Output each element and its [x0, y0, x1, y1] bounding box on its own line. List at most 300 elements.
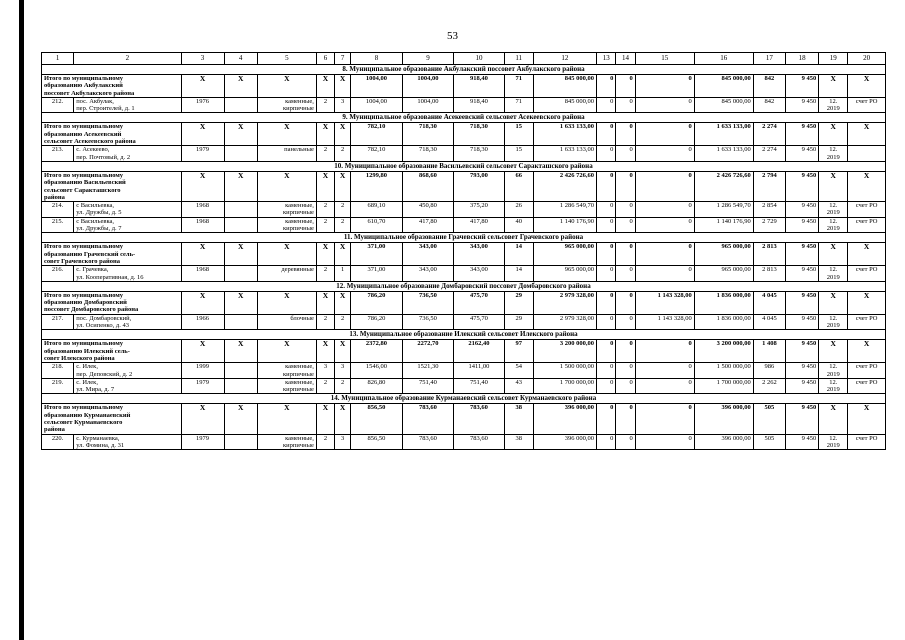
row-c12: 965 000,00 [533, 266, 596, 282]
deadline [819, 97, 848, 113]
row-c13: 0 [597, 202, 616, 218]
total-c12: 845 000,00 [533, 75, 596, 98]
house-address [74, 434, 181, 450]
wall-material-line: кирпичные [283, 386, 314, 394]
total-label [42, 404, 182, 434]
section-total-row [42, 291, 886, 314]
total-c12: 396 000,00 [533, 404, 596, 434]
row-c12: 1 700 000,00 [533, 378, 596, 394]
c4-value [224, 202, 257, 218]
row-c9: 751,40 [402, 378, 454, 394]
c4-value [224, 266, 257, 282]
house-address-line: с. Грачевка, [76, 266, 109, 274]
row-c11: 38 [504, 434, 533, 450]
commission-year: 1999 [181, 363, 224, 379]
total-c16: 2 426 726,60 [694, 171, 753, 201]
total-label-line: Итого по муниципальному [44, 291, 124, 299]
total-c7: X [335, 75, 351, 98]
row-c15: 0 [635, 266, 694, 282]
row-c9: 736,50 [402, 314, 454, 330]
house-row [42, 97, 886, 113]
house-address [74, 146, 181, 162]
total-label-line: Итого по муниципальному [44, 404, 124, 412]
row-c15: 0 [635, 363, 694, 379]
total-label-line: образованию Илекский сель- [44, 347, 130, 355]
section-title: 9. Муниципальное образование Асекеевский сельсовет Асекеевского района [42, 113, 886, 123]
total-c7: X [335, 171, 351, 201]
deadline [819, 217, 848, 233]
row-c12: 845 000,00 [533, 97, 596, 113]
row-number: 219. [42, 378, 74, 394]
wall-material [257, 97, 316, 113]
row-c12: 396 000,00 [533, 434, 596, 450]
house-row [42, 217, 886, 233]
funding-method: счет РО [848, 202, 886, 218]
row-c11: 26 [504, 202, 533, 218]
total-c13: 0 [597, 340, 616, 363]
total-c11: 97 [504, 340, 533, 363]
row-c13: 0 [597, 146, 616, 162]
total-label-line: района [44, 193, 65, 201]
row-c10: 783,60 [454, 434, 504, 450]
wall-material-line: деревянные [281, 266, 314, 274]
total-c3: X [181, 243, 224, 266]
house-address [74, 202, 181, 218]
total-c7: X [335, 404, 351, 434]
row-c17: 2 854 [753, 202, 785, 218]
total-c4: X [224, 75, 257, 98]
total-c7: X [335, 243, 351, 266]
total-c9: 343,00 [402, 243, 454, 266]
wall-material-line: кирпичные [283, 209, 314, 217]
row-c18: 9 450 [785, 266, 818, 282]
commission-year: 1968 [181, 266, 224, 282]
row-c9: 450,80 [402, 202, 454, 218]
total-c18: 9 450 [785, 340, 818, 363]
wall-material-line: кирпичные [283, 225, 314, 233]
floors-count: 2 [316, 266, 334, 282]
total-c14: 0 [616, 340, 635, 363]
row-c10: 751,40 [454, 378, 504, 394]
total-c15: 0 [635, 243, 694, 266]
total-c20: X [848, 243, 886, 266]
row-c10: 475,70 [454, 314, 504, 330]
deadline-line: 2019 [826, 322, 840, 330]
row-c14: 0 [616, 266, 635, 282]
total-label-line: сельсовет Асекеевского района [44, 138, 136, 146]
row-c16: 1 836 000,00 [694, 314, 753, 330]
c4-value [224, 146, 257, 162]
table-body [42, 53, 886, 450]
c4-value [224, 378, 257, 394]
row-number: 214. [42, 202, 74, 218]
row-c15: 0 [635, 146, 694, 162]
total-c6: X [316, 243, 334, 266]
row-c10: 918,40 [454, 97, 504, 113]
total-label-line: района [44, 426, 65, 434]
row-c15: 0 [635, 434, 694, 450]
row-c11: 54 [504, 363, 533, 379]
row-number: 215. [42, 217, 74, 233]
row-c9: 1004,00 [402, 97, 454, 113]
section-heading-row [42, 161, 886, 171]
row-c14: 0 [616, 146, 635, 162]
column-number: 6 [316, 53, 334, 65]
house-address-line: с Васильевка, [76, 217, 115, 225]
total-c9: 868,60 [402, 171, 454, 201]
house-address-line: с. Илек, [76, 378, 98, 386]
commission-year: 1968 [181, 217, 224, 233]
total-c3: X [181, 123, 224, 146]
floors-count: 2 [316, 314, 334, 330]
floors-count: 2 [316, 202, 334, 218]
row-c14: 0 [616, 97, 635, 113]
total-c10: 475,70 [454, 291, 504, 314]
house-address-line: ул. Мира, д. 7 [76, 386, 115, 394]
total-label-line: Итого по муниципальному [44, 171, 124, 179]
row-c12: 2 979 328,00 [533, 314, 596, 330]
column-number: 8 [351, 53, 403, 65]
total-c14: 0 [616, 291, 635, 314]
total-c5: X [257, 340, 316, 363]
section-total-row [42, 340, 886, 363]
house-address-line: с Васильевка, [76, 202, 115, 210]
page-number: 53 [447, 30, 458, 42]
total-c14: 0 [616, 75, 635, 98]
entrances-count: 2 [335, 314, 351, 330]
column-number: 4 [224, 53, 257, 65]
total-c15: 0 [635, 404, 694, 434]
wall-material-line: каменные, [285, 217, 314, 225]
total-c12: 2 426 726,60 [533, 171, 596, 201]
row-c17: 2 274 [753, 146, 785, 162]
total-c19: X [819, 340, 848, 363]
total-c4: X [224, 340, 257, 363]
deadline [819, 146, 848, 162]
total-label-line: совет Илекского района [44, 354, 115, 362]
section-total-row [42, 171, 886, 201]
row-c8: 1546,00 [351, 363, 403, 379]
total-label-line: Итого по муниципальному [44, 340, 124, 348]
total-c14: 0 [616, 243, 635, 266]
entrances-count: 2 [335, 217, 351, 233]
total-c20: X [848, 404, 886, 434]
house-address-line: пос. Домбаровский, [76, 314, 132, 322]
total-c4: X [224, 243, 257, 266]
row-c16: 845 000,00 [694, 97, 753, 113]
total-c15: 0 [635, 123, 694, 146]
deadline-line: 12. [829, 434, 838, 442]
column-number: 18 [785, 53, 818, 65]
floors-count: 2 [316, 434, 334, 450]
total-label [42, 75, 182, 98]
total-c15: 1 143 328,00 [635, 291, 694, 314]
row-c8: 689,10 [351, 202, 403, 218]
section-heading-row [42, 394, 886, 404]
total-c15: 0 [635, 340, 694, 363]
total-c20: X [848, 171, 886, 201]
row-c11: 40 [504, 217, 533, 233]
total-c5: X [257, 291, 316, 314]
total-c3: X [181, 291, 224, 314]
wall-material-line: панельные [284, 146, 314, 154]
row-c17: 505 [753, 434, 785, 450]
deadline-line: 12. [829, 146, 838, 154]
total-c9: 2272,70 [402, 340, 454, 363]
row-c11: 71 [504, 97, 533, 113]
total-c3: X [181, 171, 224, 201]
row-c11: 15 [504, 146, 533, 162]
total-c16: 396 000,00 [694, 404, 753, 434]
total-label-line: образованию Васильевский [44, 179, 126, 187]
total-c18: 9 450 [785, 243, 818, 266]
total-c18: 9 450 [785, 404, 818, 434]
c4-value [224, 363, 257, 379]
wall-material [257, 146, 316, 162]
commission-year: 1979 [181, 378, 224, 394]
total-c16: 3 200 000,00 [694, 340, 753, 363]
row-c16: 1 500 000,00 [694, 363, 753, 379]
total-c16: 845 000,00 [694, 75, 753, 98]
floors-count: 2 [316, 378, 334, 394]
row-c8: 856,50 [351, 434, 403, 450]
section-total-row [42, 123, 886, 146]
total-c3: X [181, 75, 224, 98]
row-c18: 9 450 [785, 314, 818, 330]
total-c11: 14 [504, 243, 533, 266]
total-c6: X [316, 404, 334, 434]
house-address [74, 97, 181, 113]
house-address-line: с. Илек, [76, 363, 98, 371]
row-c14: 0 [616, 314, 635, 330]
total-c8: 856,50 [351, 404, 403, 434]
total-label-line: Итого по муниципальному [44, 75, 124, 82]
row-c17: 2 729 [753, 217, 785, 233]
total-c19: X [819, 243, 848, 266]
section-heading-row [42, 113, 886, 123]
house-row [42, 378, 886, 394]
row-c13: 0 [597, 363, 616, 379]
entrances-count: 2 [335, 378, 351, 394]
row-c13: 0 [597, 217, 616, 233]
total-c10: 343,00 [454, 243, 504, 266]
house-address [74, 266, 181, 282]
wall-material [257, 266, 316, 282]
total-c12: 1 633 133,00 [533, 123, 596, 146]
row-c9: 343,00 [402, 266, 454, 282]
deadline-line: 12. [829, 202, 838, 210]
column-number: 9 [402, 53, 454, 65]
section-heading-row [42, 65, 886, 75]
house-address-line: ул. Фомина, д. 31 [76, 441, 125, 449]
section-heading-row [42, 330, 886, 340]
total-c7: X [335, 123, 351, 146]
row-c16: 1 286 549,70 [694, 202, 753, 218]
column-number: 14 [616, 53, 635, 65]
total-c12: 3 200 000,00 [533, 340, 596, 363]
total-c7: X [335, 340, 351, 363]
house-row [42, 202, 886, 218]
row-c17: 4 045 [753, 314, 785, 330]
row-c18: 9 450 [785, 202, 818, 218]
total-c15: 0 [635, 171, 694, 201]
row-c14: 0 [616, 378, 635, 394]
house-address-line: ул. Дружбы, д. 7 [76, 225, 122, 233]
funding-method [848, 146, 886, 162]
total-label [42, 243, 182, 266]
total-c18: 9 450 [785, 171, 818, 201]
total-c4: X [224, 123, 257, 146]
column-number: 2 [74, 53, 181, 65]
funding-method: счет РО [848, 97, 886, 113]
commission-year: 1976 [181, 97, 224, 113]
total-c20: X [848, 291, 886, 314]
section-total-row [42, 75, 886, 98]
row-c9: 718,30 [402, 146, 454, 162]
total-label-line: образованию Грачевский сель- [44, 250, 136, 258]
row-c13: 0 [597, 378, 616, 394]
funding-method: счет РО [848, 217, 886, 233]
total-c19: X [819, 404, 848, 434]
registry-table [41, 52, 886, 450]
row-c9: 417,80 [402, 217, 454, 233]
row-c8: 786,20 [351, 314, 403, 330]
total-label [42, 171, 182, 201]
house-address [74, 314, 181, 330]
row-number: 212. [42, 97, 74, 113]
total-c6: X [316, 171, 334, 201]
total-c5: X [257, 123, 316, 146]
total-c18: 9 450 [785, 75, 818, 98]
section-total-row [42, 243, 886, 266]
total-c17: 2 813 [753, 243, 785, 266]
total-c9: 783,60 [402, 404, 454, 434]
total-c11: 38 [504, 404, 533, 434]
column-number: 5 [257, 53, 316, 65]
row-c11: 29 [504, 314, 533, 330]
house-row [42, 146, 886, 162]
deadline-line: 2019 [826, 386, 840, 394]
wall-material-line: каменные, [285, 378, 314, 386]
house-address-line: пер. Почтовый, д. 2 [76, 153, 131, 161]
total-c20: X [848, 123, 886, 146]
total-c9: 736,50 [402, 291, 454, 314]
c4-value [224, 314, 257, 330]
deadline-line: 12. [829, 314, 838, 322]
total-c12: 965 000,00 [533, 243, 596, 266]
total-c10: 783,60 [454, 404, 504, 434]
total-c15: 0 [635, 75, 694, 98]
total-c6: X [316, 291, 334, 314]
deadline [819, 314, 848, 330]
deadline-line: 2019 [826, 225, 840, 233]
column-number: 13 [597, 53, 616, 65]
total-c9: 1004,00 [402, 75, 454, 98]
total-label-line: образованию Домбаровский [44, 299, 127, 307]
deadline-line: 12. [829, 363, 838, 371]
total-c13: 0 [597, 123, 616, 146]
deadline-line: 2019 [826, 273, 840, 281]
row-c17: 842 [753, 97, 785, 113]
deadline-line: 2019 [826, 441, 840, 449]
column-number: 11 [504, 53, 533, 65]
deadline [819, 266, 848, 282]
row-c8: 826,80 [351, 378, 403, 394]
commission-year: 1979 [181, 146, 224, 162]
total-c5: X [257, 243, 316, 266]
total-c11: 29 [504, 291, 533, 314]
total-c4: X [224, 291, 257, 314]
total-c17: 4 045 [753, 291, 785, 314]
house-address-line: ул. Осипенко, д. 43 [76, 322, 129, 330]
row-c14: 0 [616, 363, 635, 379]
column-number: 7 [335, 53, 351, 65]
row-c8: 610,70 [351, 217, 403, 233]
total-label-line: сельсовет Курманаевского [44, 418, 123, 426]
row-c16: 1 140 176,90 [694, 217, 753, 233]
total-c14: 0 [616, 123, 635, 146]
row-c8: 1004,00 [351, 97, 403, 113]
total-c19: X [819, 75, 848, 98]
section-title: 12. Муниципальное образование Домбаровский поссовет Домбаровского района [42, 281, 886, 291]
row-c15: 0 [635, 217, 694, 233]
total-label-line: образованию Курманаевский [44, 411, 131, 419]
row-c15: 0 [635, 202, 694, 218]
entrances-count: 3 [335, 434, 351, 450]
total-c6: X [316, 75, 334, 98]
house-address-line: с. Асекеево, [76, 146, 110, 154]
row-number: 216. [42, 266, 74, 282]
total-c11: 15 [504, 123, 533, 146]
house-address-line: пер. Деповский, д. 2 [76, 370, 133, 378]
row-c10: 417,80 [454, 217, 504, 233]
house-address [74, 217, 181, 233]
row-number: 218. [42, 363, 74, 379]
column-number: 3 [181, 53, 224, 65]
row-c9: 783,60 [402, 434, 454, 450]
funding-method: счет РО [848, 363, 886, 379]
commission-year: 1979 [181, 434, 224, 450]
total-c8: 371,00 [351, 243, 403, 266]
house-address-line: пос. Акбулак, [76, 97, 114, 105]
row-c10: 718,30 [454, 146, 504, 162]
wall-material [257, 434, 316, 450]
row-c10: 375,20 [454, 202, 504, 218]
section-title: 14. Муниципальное образование Курманаевский сельсовет Курманаевского района [42, 394, 886, 404]
total-c8: 1004,00 [351, 75, 403, 98]
total-c13: 0 [597, 291, 616, 314]
total-c4: X [224, 404, 257, 434]
column-number: 12 [533, 53, 596, 65]
total-label-line: поссовет Домбаровского района [44, 306, 139, 314]
deadline-line: 2019 [826, 209, 840, 217]
floors-count: 2 [316, 217, 334, 233]
row-c16: 1 700 000,00 [694, 378, 753, 394]
wall-material-line: каменные, [285, 434, 314, 442]
entrances-count: 3 [335, 97, 351, 113]
section-title: 13. Муниципальное образование Илекский сельсовет Илекского района [42, 330, 886, 340]
row-c18: 9 450 [785, 146, 818, 162]
row-c13: 0 [597, 314, 616, 330]
row-c18: 9 450 [785, 363, 818, 379]
wall-material [257, 217, 316, 233]
house-row [42, 266, 886, 282]
total-c5: X [257, 404, 316, 434]
total-c3: X [181, 404, 224, 434]
deadline [819, 378, 848, 394]
total-c10: 918,40 [454, 75, 504, 98]
row-c8: 782,10 [351, 146, 403, 162]
